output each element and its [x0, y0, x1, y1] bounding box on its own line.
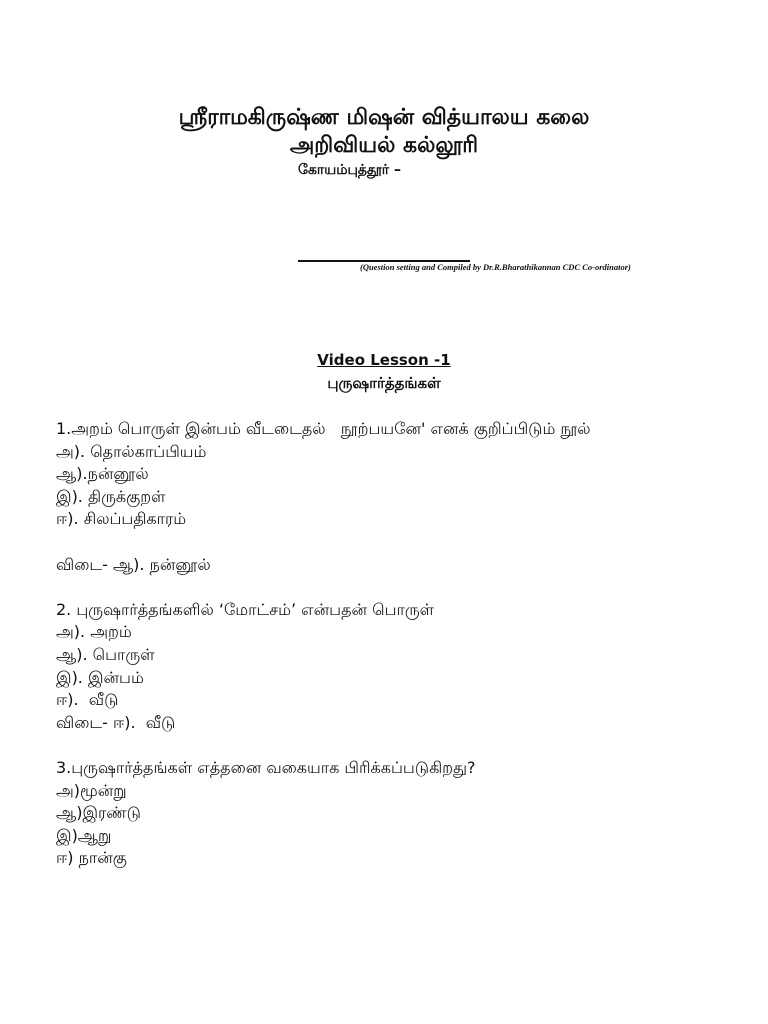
lesson-subtitle: புருஷார்த்தங்கள்	[327, 374, 441, 392]
answer-text: விடை- ஈ). வீடு	[56, 712, 176, 732]
option-a: அ). அறம்	[56, 622, 132, 642]
college-name-line-2: அறிவியல் கல்லூரி	[289, 133, 479, 158]
option-c: இ)ஆறு	[56, 825, 112, 845]
option-d: ஈ). வீடு	[56, 690, 119, 710]
option-d: ஈ) நான்கு	[56, 848, 127, 868]
question-text: 1.அறம் பொருள் இன்பம் வீடடைதல் நூற்பயனே' எனக் குறிப்பிடும் நூல்	[56, 419, 591, 438]
spacer	[56, 734, 726, 757]
question-text: 3.புருஷார்த்தங்கள் எத்தனை வகையாக பிரிக்கப்படுகிறது?	[56, 757, 476, 777]
question-block-2	[56, 599, 726, 735]
option-b: ஆ)இரண்டு	[56, 803, 141, 823]
option-a: அ)மூன்று	[56, 780, 127, 800]
college-location: கோயம்புத்தூர் –	[298, 162, 401, 178]
question-text: 2. புருஷார்த்தங்களில் ‘மோட்சம்’ என்பதன் பொருள்	[56, 599, 435, 619]
compiler-credit: (Question setting and Compiled by Dr.R.Bharathikannan CDC Co-ordinator)	[360, 262, 631, 272]
option-c: இ). திருக்குறள்	[56, 486, 166, 506]
lesson-title: Video Lesson -1	[317, 351, 451, 369]
question-block-1	[56, 418, 726, 576]
question-list	[56, 418, 726, 870]
option-d: ஈ). சிலப்பதிகாரம்	[56, 509, 187, 529]
option-b: ஆ).நன்னூல்	[56, 464, 149, 484]
option-c: இ). இன்பம்	[56, 667, 144, 687]
option-a: அ). தொல்காப்பியம்	[56, 441, 207, 461]
option-b: ஆ). பொருள்	[56, 644, 155, 664]
college-name-line-1: ஸ்ரீராமகிருஷ்ண மிஷன் வித்யாலய கலை	[178, 105, 590, 130]
question-block-3	[56, 757, 726, 870]
spacer	[56, 531, 726, 554]
spacer	[56, 576, 726, 599]
answer-text: விடை- ஆ). நன்னூல்	[56, 554, 211, 574]
